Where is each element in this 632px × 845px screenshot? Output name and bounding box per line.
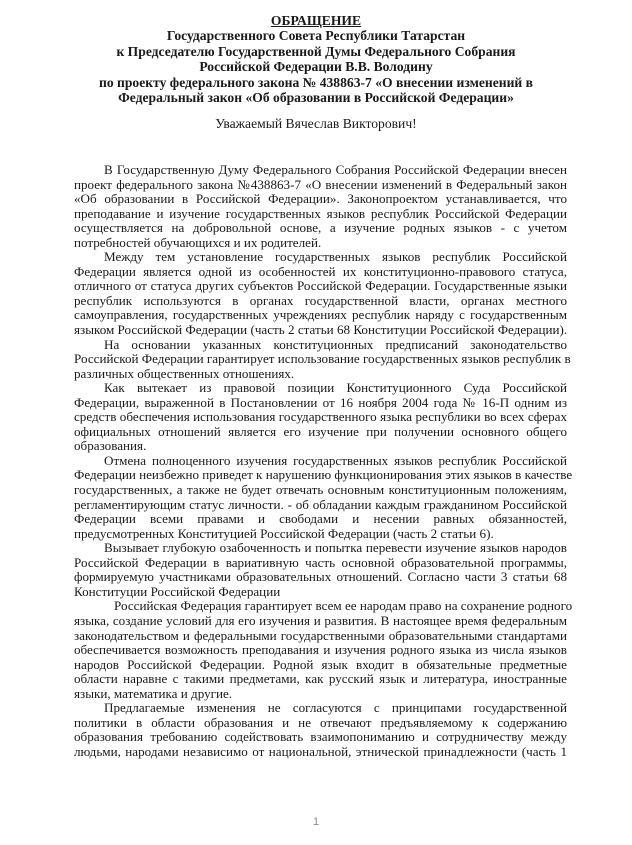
paragraph bbox=[74, 598, 573, 701]
text-line: средств обеспечения использования государственного языка республики во всех сферах bbox=[74, 409, 567, 425]
text-line: На основании указанных конституционных предписаний законодательство bbox=[104, 336, 567, 352]
text-line: официальных отношений является его изучение при получении основного общего bbox=[74, 423, 567, 439]
header-line: Российской Федерации В.В. Володину bbox=[199, 59, 433, 75]
text-line: осуществляется на добровольной основе, а изучение родных языков - с учетом bbox=[74, 220, 567, 236]
text-line: потребностей обучающихся и их родителей. bbox=[74, 234, 322, 250]
paragraph bbox=[74, 336, 571, 382]
text-line: проект федерального закона №438863-7 «О внесении изменений в Федеральный закон bbox=[74, 176, 567, 192]
text-line: Российской Федерации в вариативную часть основной образовательной программы, bbox=[74, 554, 567, 570]
text-line: Предлагаемые изменения не согласуются с принципами государственной bbox=[104, 700, 567, 716]
paragraph bbox=[74, 701, 567, 759]
text-line: регламентирующим статус личности. - об обладании каждым гражданином Российской bbox=[74, 496, 567, 512]
header-line: Государственного Совета Республики Татарстан bbox=[166, 28, 466, 44]
text-line: республик используются в органах государственной власти, органах местного bbox=[74, 292, 567, 308]
text-line: Федерации всеми правами и свободами и несении равных обязанностей, bbox=[74, 511, 567, 527]
text-line: Федерации, выраженной в Постановлении от 16 ноября 2004 года № 16-П одним из bbox=[74, 394, 567, 410]
text-line: Конституции Российской Федерации bbox=[74, 583, 281, 599]
text-line: Между тем установление государственных языков республик Российской bbox=[104, 249, 567, 265]
text-line: «Об образовании в Российской Федерации». Законопроектом устанавливается, что bbox=[74, 191, 567, 207]
document-title: ОБРАЩЕНИЕ bbox=[270, 13, 362, 28]
header-line: Федеральный закон «Об образовании в Российской Федерации» bbox=[118, 90, 514, 106]
text-line: обеспечивается возможность преподавания и изучения родного языка из числа языков bbox=[74, 642, 567, 658]
text-line: законодательством и федеральными государственными образовательными стандартами bbox=[74, 627, 567, 643]
paragraph bbox=[74, 381, 567, 454]
text-line: людьми, народами независимо от национальной, этнической принадлежности (часть 1 bbox=[74, 743, 567, 759]
text-line: языка, создание условий для его изучения и развития. В настоящее время федеральным bbox=[74, 612, 567, 628]
text-line: области наравне с такими предметами, как русский язык и литература, иностранные bbox=[74, 671, 567, 687]
text-line: образования требованию содействовать взаимопониманию и сотрудничеству между bbox=[74, 729, 567, 745]
text-line: различных общественных отношениях. bbox=[74, 365, 295, 381]
header-line: к Председателю Государственной Думы Федерального Собрания bbox=[116, 43, 516, 59]
paragraph bbox=[74, 541, 567, 599]
document-header bbox=[0, 13, 632, 105]
text-line: Отмена полноценного изучения государственных языков республик Российской bbox=[104, 452, 567, 468]
document-body bbox=[74, 162, 573, 759]
text-line: преподавание и изучение государственных языков республик Российской Федерации bbox=[74, 205, 567, 221]
page-number: 1 bbox=[312, 816, 320, 828]
text-line: Российская Федерация гарантирует всем ее народам право на сохранение родного bbox=[114, 598, 573, 614]
text-line: языки, математика и другие. bbox=[74, 685, 233, 701]
text-line: народов Российской Федерации. Родной язык входит в обязательные предметные bbox=[74, 656, 567, 672]
paragraph bbox=[74, 452, 573, 541]
paragraph bbox=[74, 250, 567, 337]
text-line: Как вытекает из правовой позиции Конституционного Суда Российской bbox=[104, 380, 567, 396]
text-line: Федерации неизбежно приведет к нарушению функционирования этих языков в качестве bbox=[74, 467, 573, 483]
text-line: образования. bbox=[74, 438, 147, 454]
text-line: государственных, а также не будет отвечать основным конституционным положениям, bbox=[74, 482, 567, 498]
text-line: предусмотренных Конституцией Российской Федерации (часть 2 статьи 6). bbox=[74, 525, 494, 541]
text-line: Вызывает глубокую озабоченность и попытка перевести изучение языков народов bbox=[104, 540, 567, 556]
text-line: формируемую участниками образовательных отношений. Согласно части 3 статьи 68 bbox=[74, 569, 567, 585]
text-line: языком Российской Федерации (часть 2 статьи 68 Конституции Российской Федерации). bbox=[74, 322, 568, 338]
text-line: Российской Федерации гарантирует использование государственных языков республик в bbox=[74, 351, 571, 367]
text-line: отличного от статуса других субъектов Российской Федерации. Государственные языки bbox=[74, 278, 567, 294]
greeting: Уважаемый Вячеслав Викторович! bbox=[215, 116, 417, 131]
header-line: по проекту федерального закона № 438863-7 «О внесении изменений в bbox=[99, 74, 533, 90]
text-line: В Государственную Думу Федерального Собрания Российской Федерации внесен bbox=[104, 162, 567, 177]
text-line: Федерации является одной из особенностей их конституционно-правового статуса, bbox=[74, 263, 567, 279]
paragraph bbox=[74, 163, 567, 250]
text-line: политики в области образования и не отвечают предъявляемому к содержанию bbox=[74, 714, 567, 730]
text-line: самоуправления, государственных учреждениях республик наряду с государственным bbox=[74, 307, 567, 323]
